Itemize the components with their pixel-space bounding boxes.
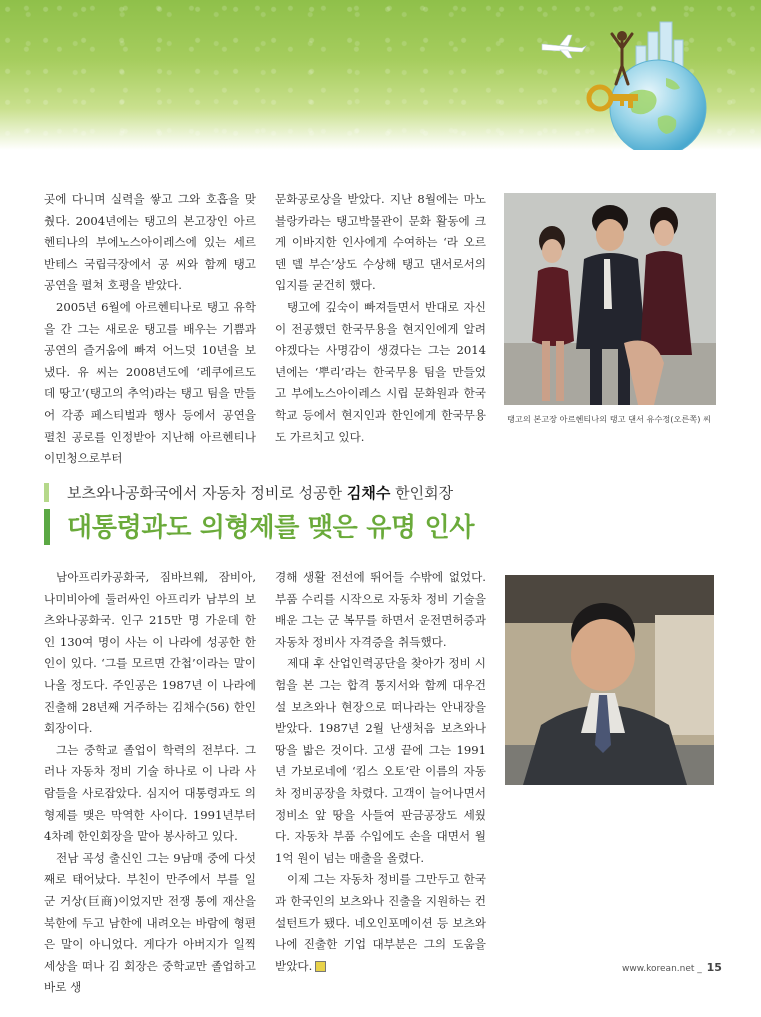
footer-site: www.korean.net _ xyxy=(622,964,702,974)
paragraph: 문화공로상을 받았다. 지난 8월에는 마노블랑카라는 탱고박물관이 문화 활동에 크게 이바지한 인사에게 수여하는 ‘라 오르덴 델 부슨’상도 수상해 탱고 댄서로서의 입지를 굳건히 했다. xyxy=(275,192,486,293)
paragraph: 제대 후 산업인력공단을 찾아가 정비 시험을 본 그는 합격 통지서와 함께 대우건설 보츠와나 현장으로 떠나라는 안내장을 받았다. 1987년 2월 난생처음 보츠와나 땅을 밟은 것이다. 고생 끝에 그는 1991년 가보로네에 ‘킴스 오토’란 이름의 자동차 정비공장을 차렸다. 고객이 늘어나면서 정비소 앞 땅을 사들여 판금공장도 세웠다. 자동차 부품 수입에도 손을 대면서 월 1억 원이 넘는 매출을 올렸다. xyxy=(275,656,486,865)
headline: 대통령과도 의형제를 맺은 유명 인사 xyxy=(67,513,475,543)
subheadline-text: 보츠와나공화국에서 자동차 정비로 성공한 xyxy=(67,484,347,502)
paragraph: 전남 곡성 출신인 그는 9남매 중에 다섯째로 태어났다. 부친이 만주에서 부를 일군 거상(巨商)이었지만 전쟁 통에 재산을 북한에 두고 남한에 내려오는 바람에 형편은 말이 아니었다. 게다가 아버지가 일찍 세상을 떠나 김 회장은 중학교만 졸업하고 바로 생 xyxy=(44,850,256,995)
subheadline-accent-bar xyxy=(44,483,49,502)
header-banner xyxy=(0,0,761,150)
photo-caption: 탱고의 본고장 아르헨티나의 탱고 댄서 유수정(오른쪽) 씨 xyxy=(507,414,711,424)
paragraph: 탱고에 깊숙이 빠져들면서 반대로 자신이 전공했던 한국무용을 현지인에게 알려야겠다는 사명감이 생겼다는 그는 2014년에는 ‘뿌리’라는 한국무용 팀을 만들었고 부에노스아이레스 시립 문화원과 한국학교 등에서 현지인과 한인에게 한국무용도 가르치고 있다. xyxy=(275,299,486,444)
paragraph: 남아프리카공화국, 짐바브웨, 잠비아, 나미비아에 둘러싸인 아프리카 남부의 보츠와나공화국. 인구 215만 명 가운데 한인 130여 명이 사는 이 나라에 성공한 한인이 있다. ‘그를 모르면 간첩’이라는 말이 나올 정도다. 주인공은 1987년 이 나라에 진출해 28년째 거주하는 김채수(56) 한인회장이다. xyxy=(44,570,256,736)
tango-dancers-photo xyxy=(504,193,716,405)
paragraph: 그는 중학교 졸업이 학력의 전부다. 그러나 자동차 정비 기술 하나로 이 나라 사람들을 사로잡았다. 심지어 대통령과도 의형제를 맺은 막역한 사이다. 1991년부터 4차례 한인회장을 맡아 봉사하고 있다. xyxy=(44,742,256,844)
subheadline xyxy=(67,482,453,503)
top-article-column-1 xyxy=(44,189,256,470)
paragraph xyxy=(275,869,486,977)
paragraph-text: 이제 그는 자동차 정비를 그만두고 한국과 한국인의 보츠와나 진출을 지원하는 컨설턴트가 됐다. 네오인포메이션 등 보츠와나에 진출한 기업 대부분은 그의 도움을 받았다. xyxy=(275,872,486,973)
page-footer xyxy=(622,961,722,974)
paragraph: 2005년 6월에 아르헨티나로 탱고 유학을 간 그는 새로운 탱고를 배우는 기쁨과 공연의 즐거움에 빠져 어느덧 10년을 보냈다. 유 씨는 2008년도에 ‘레쿠에르도 데 땅고’(탱고의 추억)라는 탱고 팀을 만들어 각종 페스티벌과 행사 등에서 공연을 펼친 공로를 인정받아 지난해 아르헨티나 이민청으로부터 xyxy=(44,299,256,466)
portrait-photo xyxy=(505,575,714,785)
page-number: 15 xyxy=(706,961,722,974)
main-article-column-1 xyxy=(44,567,256,999)
top-article-column-2 xyxy=(275,189,486,448)
headline-accent-bar xyxy=(44,509,50,545)
article-end-icon xyxy=(315,961,326,972)
paragraph: 곳에 다니며 실력을 쌓고 그와 호흡을 맞췄다. 2004년에는 탱고의 본고장인 아르헨티나의 부에노스아이레스에 있는 세르반테스 국립극장에서 공 씨와 함께 탱고 공연을 펼쳐 호평을 받았다. xyxy=(44,192,256,293)
paragraph: 경해 생활 전선에 뛰어들 수밖에 없었다. 부품 수리를 시작으로 자동차 정비 기술을 배운 그는 군 복무를 하면서 운전면허증과 자동차 정비사 자격증을 취득했다. xyxy=(275,570,486,649)
main-article-column-2 xyxy=(275,567,486,977)
subheadline-title: 한인회장 xyxy=(390,484,454,502)
globe-illustration xyxy=(530,0,730,150)
subheadline-name: 김채수 xyxy=(346,484,391,502)
